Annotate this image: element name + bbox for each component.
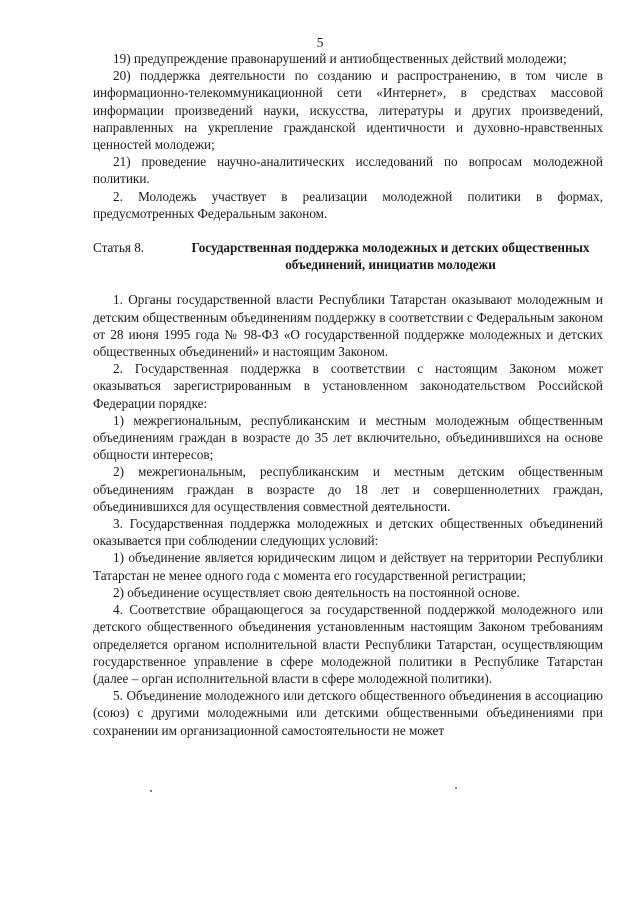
article-subitem-3-2: 2) объединение осуществляет свою деятельность на постоянной основе.: [113, 584, 520, 600]
list-item-20: 20) поддержка деятельности по созданию и распространению, в том числе в информационно-телекоммуникационной сети «Интернет», в средствах массовой информации произведений науки, искусства, литературы и других произведений, направленных на укрепление гражданской идентичности и духовно-нравственных ценностей молодежи;: [93, 68, 603, 153]
page-number: 5: [316, 35, 324, 50]
article-paragraph-5: 5. Объединение молодежного или детского общественного объединения в ассоциацию (союз) с другими молодежными или детскими общественными объединениями при сохранении им организационной самостоятельности не может: [93, 688, 603, 738]
article-paragraph-1: 1. Органы государственной власти Республики Татарстан оказывают молодежным и детским общественным объединениям поддержку в соответствии с Федеральным законом от 28 июня 1995 года № 98-ФЗ «О государственной поддержке молодежных и детских общественных объединений» и настоящим Законом.: [93, 292, 603, 360]
article-subitem-2-1: 1) межрегиональным, республиканским и местным молодежным общественным объединениям граждан в возрасте до 35 лет включительно, объединившихся на основе общности интересов;: [93, 412, 603, 463]
article-title: Государственная поддержка молодежных и детских общественных объединений, инициатив молодежи: [191, 240, 590, 273]
list-item-21: 21) проведение научно-аналитических исследований по вопросам молодежной политики.: [93, 154, 603, 187]
article-paragraph-4: 4. Соответствие обращающегося за государственной поддержкой молодежного или детского общественного объединения установленным настоящим Законом требованиям определяется органом исполнительной власти Республики Татарстан, осуществляющим государственное управление в сфере молодежной политики в Республике Татарстан (далее – орган исполнительной власти в сфере молодежной политики).: [93, 602, 603, 686]
article-subitem-3-1: 1) объединение является юридическим лицом и действует на территории Республики Татарстан не менее одного года с момента его государственной регистрации;: [93, 550, 603, 583]
article-paragraph-3: 3. Государственная поддержка молодежных и детских общественных объединений оказывается при соблюдении следующих условий:: [93, 516, 603, 549]
paragraph-2: 2. Молодежь участвует в реализации молодежной политики в формах, предусмотренных Федеральным законом.: [93, 188, 603, 221]
article-subitem-2-2: 2) межрегиональным, республиканским и местным детским общественным объединениям граждан в возрасте до 18 лет и совершеннолетних граждан, объединившихся для осуществления совместной деятельности.: [93, 464, 603, 514]
scan-speck: [455, 787, 457, 789]
article-heading: [93, 239, 603, 273]
scan-speck: [150, 790, 152, 792]
document-body: [93, 50, 603, 739]
article-label: Статья 8.: [93, 240, 145, 256]
list-item-19: 19) предупреждение правонарушений и антиобщественных действий молодежи;: [113, 51, 567, 66]
article-paragraph-2: 2. Государственная поддержка в соответствии с настоящим Законом может оказываться зарегистрированным в установленном законодательством Российской Федерации порядке:: [93, 361, 603, 411]
